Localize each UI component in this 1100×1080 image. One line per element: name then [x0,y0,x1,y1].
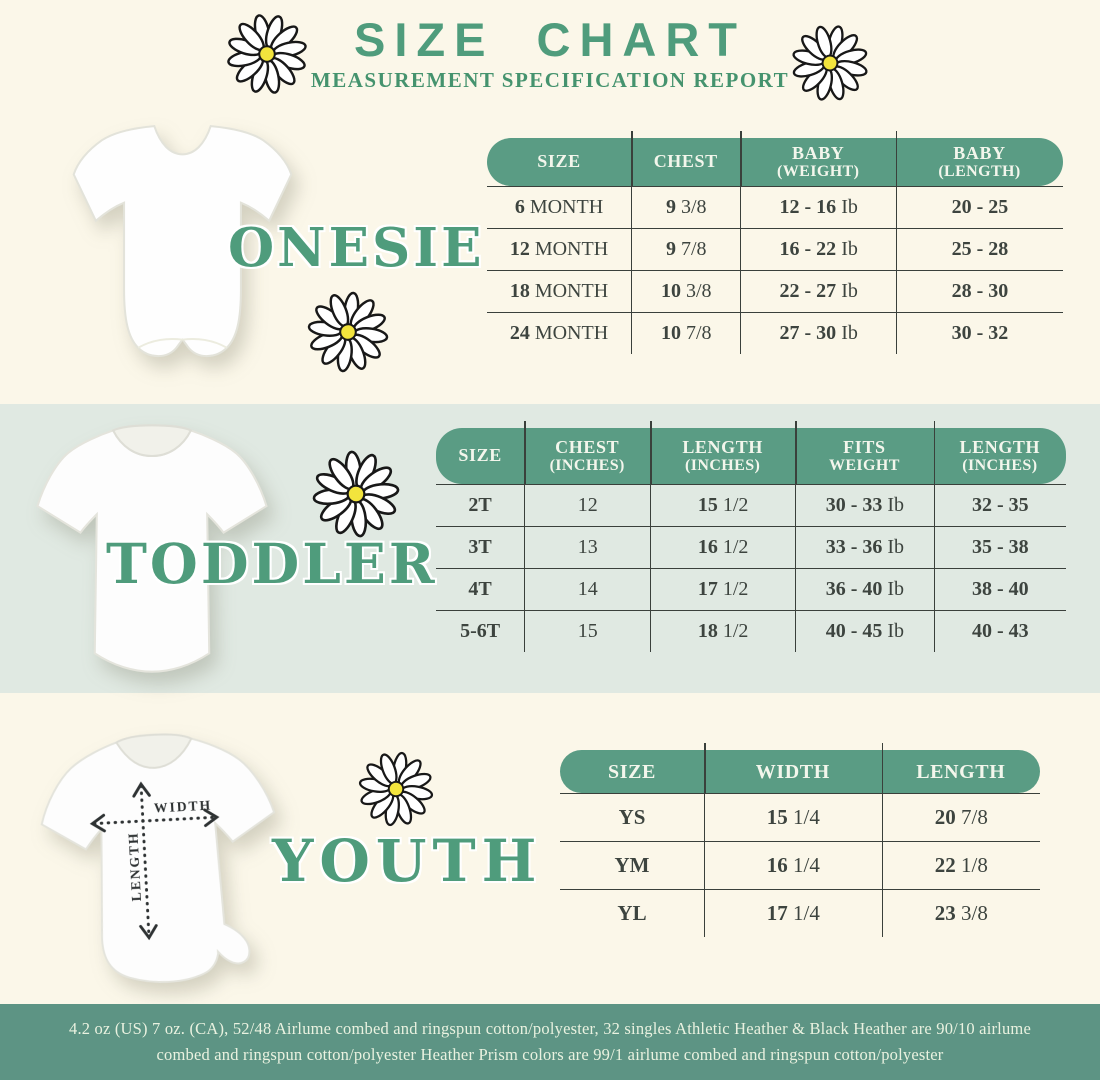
size-cell: 35 - 38 [934,526,1066,568]
size-row [560,841,1040,889]
size-cell: 30 - 33 Ib [795,484,934,526]
size-cell: YS [560,793,704,841]
size-cell: 12 MONTH [487,228,631,270]
size-cell: 12 [524,484,650,526]
youth-size-table [560,750,1040,937]
youth-section-title: YOUTH [272,827,543,895]
toddler-section-title: TODDLER [106,531,438,596]
size-cell: 16 1/2 [650,526,795,568]
size-cell: 10 7/8 [631,312,740,354]
size-cell: YL [560,889,704,937]
onesie-size-table [487,138,1063,354]
column-header: SIZE [487,138,631,186]
size-row [560,793,1040,841]
length-measure-label: LENGTH [125,831,145,902]
column-header: CHEST [631,138,740,186]
size-row [487,270,1063,312]
size-row [436,526,1066,568]
size-cell: 17 1/4 [704,889,882,937]
size-cell: 14 [524,568,650,610]
size-cell: 17 1/2 [650,568,795,610]
column-header: SIZE [436,428,524,484]
width-measure-label: WIDTH [153,797,213,816]
size-cell: 15 1/2 [650,484,795,526]
onesie-section-title: ONESIE [228,217,485,279]
size-cell: 30 - 32 [896,312,1063,354]
size-row [436,610,1066,652]
size-cell: 4T [436,568,524,610]
column-header: WIDTH [704,750,882,793]
size-cell: 12 - 16 Ib [740,186,896,228]
page-title: SIZE CHART [354,13,746,66]
size-cell: 16 - 22 Ib [740,228,896,270]
size-cell: 18 MONTH [487,270,631,312]
size-cell: 22 1/8 [882,841,1040,889]
size-cell: 40 - 43 [934,610,1066,652]
daisy-icon [308,446,405,543]
size-cell: 25 - 28 [896,228,1063,270]
header-row [560,750,1040,793]
size-cell: 22 - 27 Ib [740,270,896,312]
size-row [560,889,1040,937]
size-row [487,228,1063,270]
size-cell: 40 - 45 Ib [795,610,934,652]
size-cell: 5-6T [436,610,524,652]
column-header: LENGTH [882,750,1040,793]
daisy-icon [302,286,395,379]
size-cell: YM [560,841,704,889]
column-header: LENGTH (INCHES) [934,428,1066,484]
column-header: LENGTH (INCHES) [650,428,795,484]
daisy-icon [352,744,440,834]
size-cell: 16 1/4 [704,841,882,889]
size-cell: 27 - 30 Ib [740,312,896,354]
size-cell: 3T [436,526,524,568]
size-cell: 23 3/8 [882,889,1040,937]
size-cell: 15 1/4 [704,793,882,841]
size-cell: 2T [436,484,524,526]
size-cell: 6 MONTH [487,186,631,228]
page-subtitle: MEASUREMENT SPECIFICATION REPORT [310,68,790,92]
size-row [436,568,1066,610]
size-row [487,186,1063,228]
column-header: SIZE [560,750,704,793]
size-cell: 15 [524,610,650,652]
fabric-specification-text: 4.2 oz (US) 7 oz. (CA), 52/48 Airlume combed and ringspun cotton/polyester, 32 singles Athletic Heather & Black Heather are 90/10 airlume combed and ringspun cotton/polyester Heather Prism colors are 99/1 airlume combed and ringspun cotton/polyester [69,1018,1031,1064]
page-header [0,12,1100,93]
header-row [436,428,1066,484]
size-row [487,312,1063,354]
size-cell: 18 1/2 [650,610,795,652]
size-cell: 20 7/8 [882,793,1040,841]
toddler-size-table [436,428,1066,652]
size-cell: 9 3/8 [631,186,740,228]
column-header: FITS WEIGHT [795,428,934,484]
size-cell: 28 - 30 [896,270,1063,312]
size-cell: 20 - 25 [896,186,1063,228]
column-header: BABY (WEIGHT) [740,138,896,186]
column-header: CHEST (INCHES) [524,428,650,484]
size-cell: 24 MONTH [487,312,631,354]
size-cell: 13 [524,526,650,568]
size-cell: 9 7/8 [631,228,740,270]
size-cell: 36 - 40 Ib [795,568,934,610]
footer [0,1004,1100,1080]
size-cell: 38 - 40 [934,568,1066,610]
size-row [436,484,1066,526]
column-header: BABY (LENGTH) [896,138,1063,186]
size-cell: 10 3/8 [631,270,740,312]
header-row [487,138,1063,186]
size-cell: 32 - 35 [934,484,1066,526]
size-cell: 33 - 36 Ib [795,526,934,568]
